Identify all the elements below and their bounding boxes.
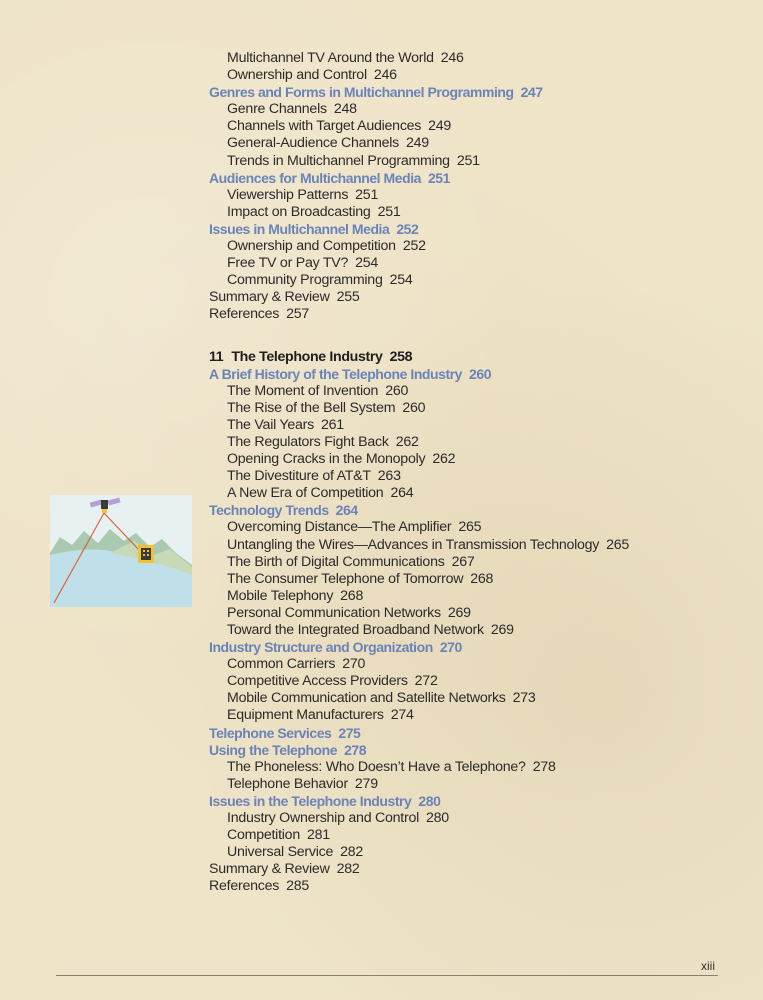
telephone-tower-icon bbox=[138, 545, 154, 563]
chapter-spacer bbox=[209, 324, 729, 349]
toc-subsection-entry[interactable] bbox=[209, 118, 729, 135]
toc-entry-page: 275 bbox=[338, 724, 361, 741]
toc-entry-page: 265 bbox=[458, 519, 482, 536]
toc-entry-title: The Rise of the Bell System bbox=[227, 399, 396, 416]
toc-section-heading[interactable] bbox=[209, 84, 729, 101]
chapter-heading[interactable] bbox=[209, 349, 729, 366]
toc-subsection-entry[interactable] bbox=[209, 485, 729, 502]
toc-entry-title: Audiences for Multichannel Media bbox=[209, 169, 421, 186]
toc-section-heading[interactable] bbox=[209, 221, 729, 238]
toc-subsection-entry[interactable] bbox=[209, 468, 729, 485]
satellite-mountains-phone-icon bbox=[50, 495, 192, 607]
toc-entry-title: A Brief History of the Telephone Industry bbox=[209, 365, 463, 382]
toc-entry-title: Genres and Forms in Multichannel Programming bbox=[209, 84, 514, 101]
toc-entry-title: General-Audience Channels bbox=[227, 135, 399, 152]
toc-entry-title: Using the Telephone bbox=[209, 741, 338, 758]
toc-entry-page: 282 bbox=[336, 861, 360, 878]
toc-subsection-entry[interactable] bbox=[209, 554, 729, 571]
toc-entry-title: Competition bbox=[227, 827, 300, 844]
toc-subsection-entry[interactable] bbox=[209, 656, 729, 673]
toc-entry-page: 260 bbox=[385, 382, 409, 399]
toc-entry-page: 261 bbox=[320, 416, 344, 433]
toc-entry-title: Impact on Broadcasting bbox=[227, 203, 371, 220]
toc-entry-page: 255 bbox=[336, 289, 360, 306]
toc-entry-title: References bbox=[209, 878, 280, 895]
toc-entry-page: 272 bbox=[414, 673, 438, 690]
toc-entry-page: 280 bbox=[426, 810, 449, 827]
toc-entry[interactable] bbox=[209, 306, 729, 323]
toc-entry-title: Viewership Patterns bbox=[227, 186, 349, 203]
toc-entry-page: 267 bbox=[451, 553, 475, 570]
toc-subsection-entry[interactable] bbox=[209, 519, 729, 536]
toc-entry-page: 252 bbox=[402, 238, 426, 255]
toc-entry-page: 273 bbox=[512, 690, 536, 707]
toc-entry-page: 285 bbox=[286, 878, 309, 895]
toc-chapter-entries bbox=[209, 366, 729, 896]
toc-subsection-entry[interactable] bbox=[209, 673, 729, 690]
toc-subsection-entry[interactable] bbox=[209, 537, 729, 554]
toc-entry-page: 251 bbox=[377, 203, 401, 220]
toc-entry-title: Personal Communication Networks bbox=[227, 604, 441, 621]
toc-subsection-entry[interactable] bbox=[209, 153, 729, 170]
toc-subsection-entry[interactable] bbox=[209, 187, 729, 204]
toc-entry-title: Genre Channels bbox=[227, 101, 327, 118]
toc-entry-page: 265 bbox=[606, 536, 630, 553]
toc-subsection-entry[interactable] bbox=[209, 759, 729, 776]
toc-section-heading[interactable] bbox=[209, 742, 729, 759]
toc-entry[interactable] bbox=[209, 878, 729, 895]
toc-entry-title: Ownership and Control bbox=[227, 67, 367, 84]
toc-subsection-entry[interactable] bbox=[209, 571, 729, 588]
toc-entry-page: 251 bbox=[355, 186, 379, 203]
toc-entry-title: Industry Structure and Organization bbox=[209, 639, 433, 656]
toc-entry-page: 251 bbox=[456, 152, 480, 169]
toc-entry-title: Summary & Review bbox=[209, 289, 330, 306]
toc-entry-page: 278 bbox=[344, 741, 367, 758]
toc-subsection-entry[interactable] bbox=[209, 707, 729, 724]
toc-entry-title: Telephone Services bbox=[209, 724, 332, 741]
toc-entry-title: Competitive Access Providers bbox=[227, 673, 408, 690]
toc-entry-page: 262 bbox=[395, 433, 419, 450]
toc-entry-page: 278 bbox=[532, 758, 556, 775]
toc-subsection-entry[interactable] bbox=[209, 588, 729, 605]
toc-subsection-entry[interactable] bbox=[209, 827, 729, 844]
toc-section-heading[interactable] bbox=[209, 502, 729, 519]
toc-entry-title: Issues in Multichannel Media bbox=[209, 220, 390, 237]
toc-entry-page: 248 bbox=[333, 101, 357, 118]
toc-entry-title: Technology Trends bbox=[209, 502, 329, 519]
toc-entry-title: The Vail Years bbox=[227, 416, 314, 433]
toc-section-heading[interactable] bbox=[209, 793, 729, 810]
toc-subsection-entry[interactable] bbox=[209, 690, 729, 707]
toc-entry-title: Untangling the Wires—Advances in Transmission Technology bbox=[227, 536, 600, 553]
chapter-number: 11 bbox=[209, 348, 224, 365]
chapter-page: 258 bbox=[389, 348, 413, 365]
toc-subsection-entry[interactable] bbox=[209, 204, 729, 221]
toc-entry-title: The Divestiture of AT&T bbox=[227, 468, 371, 485]
toc-entry-title: Mobile Telephony bbox=[227, 587, 334, 604]
toc-subsection-entry[interactable] bbox=[209, 238, 729, 255]
toc-entry-page: 254 bbox=[355, 255, 379, 272]
toc-entry-page: 270 bbox=[439, 639, 462, 656]
chapter-title: The Telephone Industry bbox=[231, 348, 383, 365]
toc-subsection-entry[interactable] bbox=[209, 844, 729, 861]
toc-subsection-entry[interactable] bbox=[209, 400, 729, 417]
toc-section-heading[interactable] bbox=[209, 170, 729, 187]
toc-entry-page: 270 bbox=[342, 656, 366, 673]
toc-entry-page: 260 bbox=[469, 365, 492, 382]
toc-entry-page: 282 bbox=[340, 844, 364, 861]
footer-rule bbox=[56, 975, 718, 976]
table-of-contents bbox=[209, 50, 729, 896]
toc-entry-page: 279 bbox=[354, 775, 378, 792]
toc-entry[interactable] bbox=[209, 861, 729, 878]
toc-entry-page: 274 bbox=[390, 707, 414, 724]
toc-subsection-entry[interactable] bbox=[209, 383, 729, 400]
toc-entry-title: Equipment Manufacturers bbox=[227, 707, 384, 724]
toc-entry-title: Common Carriers bbox=[227, 656, 336, 673]
toc-entry-title: Summary & Review bbox=[209, 861, 330, 878]
toc-entry-page: 264 bbox=[390, 485, 414, 502]
toc-entry-title: Multichannel TV Around the World bbox=[227, 50, 434, 66]
toc-entry-page: 269 bbox=[447, 604, 471, 621]
toc-entry-page: 262 bbox=[432, 451, 456, 468]
toc-entry-title: Opening Cracks in the Monopoly bbox=[227, 451, 426, 468]
toc-entry-page: 246 bbox=[373, 67, 397, 84]
toc-entry-title: Ownership and Competition bbox=[227, 238, 396, 255]
toc-subsection-entry[interactable] bbox=[209, 255, 729, 272]
toc-entry-page: 249 bbox=[406, 135, 429, 152]
toc-entry-title: Trends in Multichannel Programming bbox=[227, 152, 450, 169]
toc-entry-page: 251 bbox=[427, 169, 450, 186]
toc-entry-title: A New Era of Competition bbox=[227, 485, 384, 502]
toc-entry-page: 264 bbox=[335, 502, 358, 519]
toc-subsection-entry[interactable] bbox=[209, 605, 729, 622]
toc-entry-title: Community Programming bbox=[227, 272, 383, 289]
toc-section-heading[interactable] bbox=[209, 725, 729, 742]
toc-subsection-entry[interactable] bbox=[209, 135, 729, 152]
toc-subsection-entry[interactable] bbox=[209, 272, 729, 289]
toc-entry-title: Issues in the Telephone Industry bbox=[209, 792, 412, 809]
toc-subsection-entry[interactable] bbox=[209, 101, 729, 118]
toc-entry-title: Toward the Integrated Broadband Network bbox=[227, 622, 484, 638]
toc-entry-page: 249 bbox=[428, 118, 452, 135]
toc-entry-page: 269 bbox=[490, 622, 514, 638]
toc-entry-page: 263 bbox=[377, 468, 401, 485]
toc-entry-page: 281 bbox=[306, 827, 330, 844]
toc-continued-entries bbox=[209, 50, 729, 324]
toc-entry-page: 254 bbox=[389, 272, 413, 289]
toc-entry-title: Channels with Target Audiences bbox=[227, 118, 422, 135]
toc-subsection-entry[interactable] bbox=[209, 67, 729, 84]
toc-entry-title: Overcoming Distance—The Amplifier bbox=[227, 519, 452, 536]
toc-entry-page: 268 bbox=[340, 587, 364, 604]
toc-entry-title: Free TV or Pay TV? bbox=[227, 255, 349, 272]
toc-entry-page: 246 bbox=[440, 50, 464, 66]
toc-entry-page: 247 bbox=[520, 84, 543, 101]
toc-entry[interactable] bbox=[209, 289, 729, 306]
toc-subsection-entry[interactable] bbox=[209, 622, 729, 639]
toc-entry-page: 252 bbox=[396, 220, 419, 237]
toc-entry-title: The Regulators Fight Back bbox=[227, 433, 389, 450]
toc-subsection-entry[interactable] bbox=[209, 776, 729, 793]
page-number: xiii bbox=[701, 959, 715, 973]
toc-entry-title: Telephone Behavior bbox=[227, 775, 348, 792]
toc-subsection-entry[interactable] bbox=[209, 434, 729, 451]
toc-subsection-entry[interactable] bbox=[209, 451, 729, 468]
toc-entry-title: The Consumer Telephone of Tomorrow bbox=[227, 570, 464, 587]
toc-entry-page: 268 bbox=[470, 570, 494, 587]
toc-entry-title: The Moment of Invention bbox=[227, 382, 379, 399]
toc-entry-page: 257 bbox=[286, 306, 309, 323]
toc-entry-title: Industry Ownership and Control bbox=[227, 810, 420, 827]
toc-subsection-entry[interactable] bbox=[209, 810, 729, 827]
toc-entry-page: 260 bbox=[402, 399, 426, 416]
toc-entry-title: Mobile Communication and Satellite Networks bbox=[227, 690, 506, 707]
toc-subsection-entry[interactable] bbox=[209, 417, 729, 434]
toc-entry-title: Universal Service bbox=[227, 844, 334, 861]
toc-entry-page: 280 bbox=[418, 792, 441, 809]
toc-section-heading[interactable] bbox=[209, 639, 729, 656]
toc-entry-title: The Phoneless: Who Doesn’t Have a Telephone? bbox=[227, 758, 526, 775]
toc-entry-title: References bbox=[209, 306, 280, 323]
toc-section-heading[interactable] bbox=[209, 366, 729, 383]
toc-entry-title: The Birth of Digital Communications bbox=[227, 553, 445, 570]
toc-subsection-entry[interactable] bbox=[209, 50, 729, 67]
